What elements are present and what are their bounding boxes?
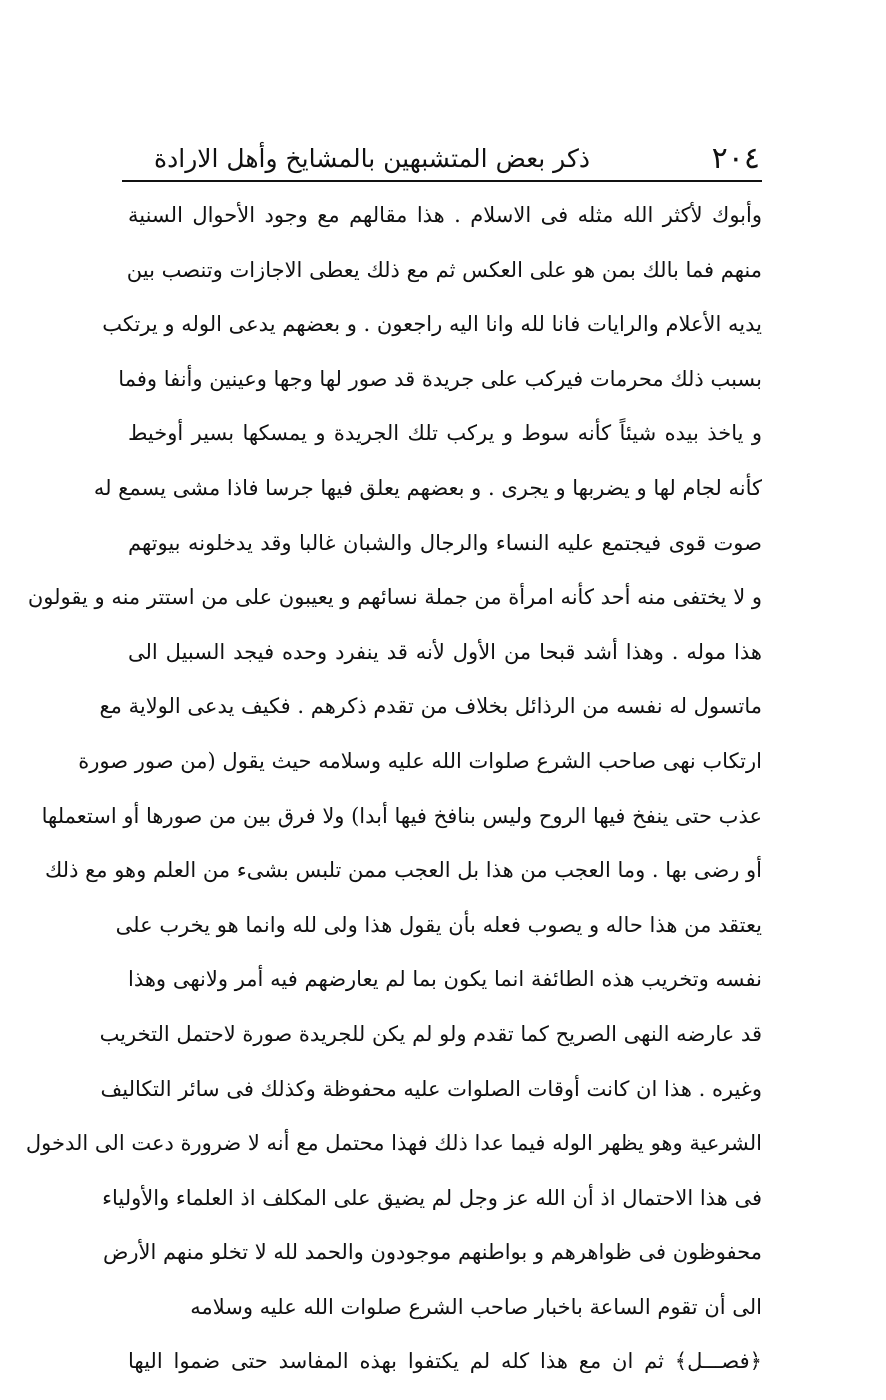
header-divider xyxy=(122,180,762,182)
text-line: وأبوك لأكثر الله مثله فى الاسلام . هذا مقالهم مع وجود الأحوال السنية xyxy=(128,203,762,227)
text-line: فى هذا الاحتمال اذ أن الله عز وجل لم يضيق على المكلف اذ العلماء والأولياء xyxy=(102,1185,762,1210)
text-line: عذب حتى ينفخ فيها الروح وليس بنافخ فيها أبدا) ولا فرق بين من صورها أو استعملها xyxy=(41,803,762,828)
text-line: يديه الأعلام والرايات فانا لله وانا اليه راجعون . و بعضهم يدعى الوله و يرتكب xyxy=(102,312,762,337)
text-line: منهم فما بالك بمن هو على العكس ثم مع ذلك يعطى الاجازات وتنصب بين xyxy=(126,257,762,282)
text-line: نفسه وتخريب هذه الطائفة انما يكون بما لم يعارضهم فيه أمر ولانهى وهذا xyxy=(128,967,762,992)
text-line: محفوظون فى ظواهرهم و بواطنهم موجودون والحمد لله لا تخلو منهم الأرض xyxy=(102,1240,762,1265)
text-line: و لا يختفى منه أحد كأنه امرأة من جملة نسائهم و يعيبون على من استتر منه و يقولون xyxy=(27,585,762,610)
page-body-text xyxy=(25,188,762,1389)
text-line: بسبب ذلك محرمات فيركب على جريدة قد صور لها وجها وعينين وأنفا وفما xyxy=(118,366,762,391)
text-line: الى أن تقوم الساعة باخبار صاحب الشرع صلوات الله عليه وسلامه xyxy=(190,1294,762,1319)
text-line: كأنه لجام لها و يضربها و يجرى . و بعضهم يعلق فيها جرسا فاذا مشى يسمع له xyxy=(93,475,762,500)
text-line: صوت قوى فيجتمع عليه النساء والرجال والشبان غالبا وقد يدخلونه بيوتهم xyxy=(128,530,762,555)
text-line: ارتكاب نهى صاحب الشرع صلوات الله عليه وسلامه حيث يقول (من صور صورة xyxy=(78,748,762,773)
text-line: هذا موله . وهذا أشد قبحا من الأول لأنه قد ينفرد وحده فيجد السبيل الى xyxy=(128,639,762,664)
text-line: أو رضى بها . وما العجب من هذا بل العجب ممن تلبس بشىء من العلم وهو مع ذلك xyxy=(44,858,762,883)
text-line: قد عارضه النهى الصريح كما تقدم ولو لم يكن للجريدة صورة لاحتمل التخريب xyxy=(99,1021,762,1046)
text-line: وغيره . هذا ان كانت أوقات الصلوات عليه محفوظة وكذلك فى سائر التكاليف xyxy=(100,1076,762,1101)
text-line: الشرعية وهو يظهر الوله فيما عدا ذلك فهذا محتمل مع أنه لا ضرورة دعت الى الدخول xyxy=(25,1131,762,1156)
running-title: ذكر بعض المتشبهين بالمشايخ وأهل الارادة xyxy=(154,144,590,173)
section-heading-line: ﴿فصـــل﴾ ثم ان مع هذا كله لم يكتفوا بهذه المفاسد حتى ضموا اليها xyxy=(128,1349,762,1374)
text-line: يعتقد من هذا حاله و يصوب فعله بأن يقول هذا ولى لله وانما هو يخرب على xyxy=(115,912,762,937)
page-header xyxy=(120,138,760,180)
page-number: ٢٠٤ xyxy=(711,141,760,176)
text-line: و ياخذ بيده شيئاً كأنه سوط و يركب تلك الجريدة و يمسكها بسير أوخيط xyxy=(128,421,762,446)
text-line: ماتسول له نفسه من الرذائل بخلاف من تقدم ذكرهم . فكيف يدعى الولاية مع xyxy=(99,694,762,719)
